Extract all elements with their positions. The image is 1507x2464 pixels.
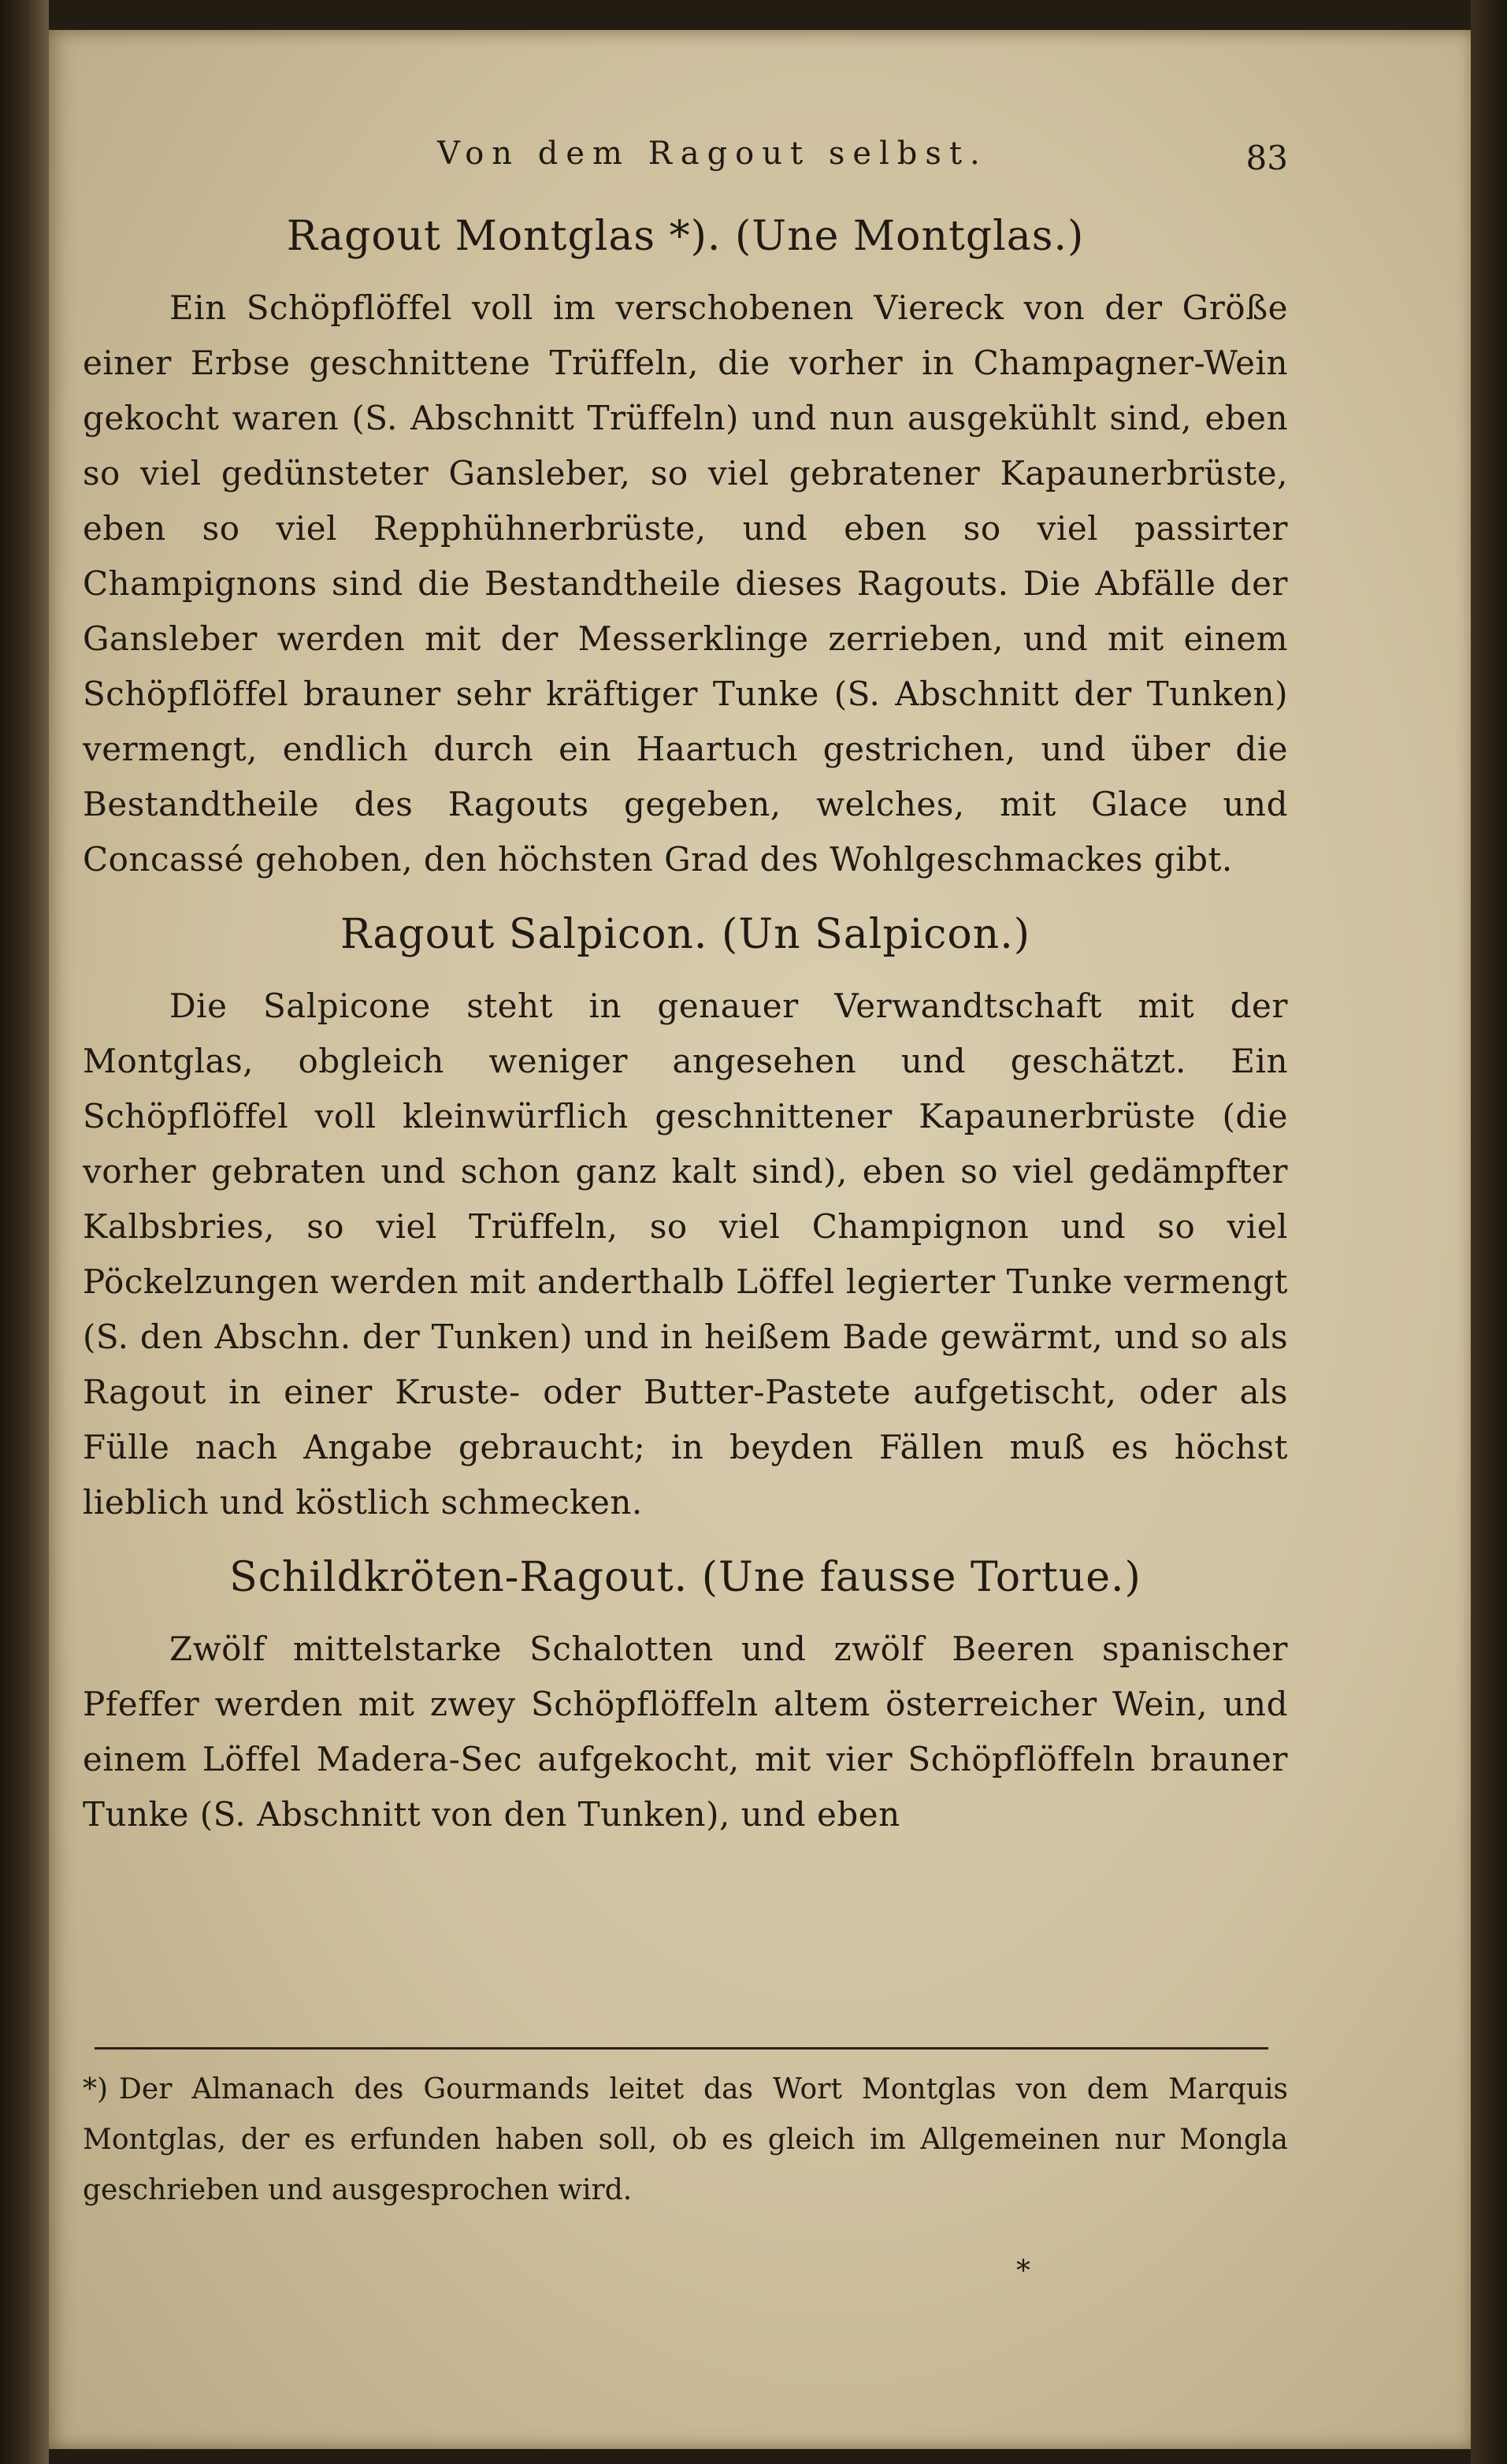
section-title-salpicon: Ragout Salpicon. (Un Salpicon.) (340, 911, 1031, 958)
main-text-column (83, 126, 1288, 1856)
section-body-salpicon: Die Salpicone steht in genauer Verwandtschaft mit der Montglas, obgleich weniger angesehen und geschätzt. Ein Schöpflöffel voll kleinwürflich geschnittener Kapaunerbrüste (die vorher gebraten und schon ganz kalt sind), eben so viel gedämpfter Kalbsbries, so viel Trüffeln, so viel Champignon und so viel Pöckelzungen werden mit anderthalb Löffel legierter Tunke vermengt (S. den Abschn. der Tunken) und in heißem Bade gewärmt, und so als Ragout in einer Kruste- oder Butter-Pastete aufgetischt, oder als Fülle nach Angabe gebraucht; in beyden Fällen muß es höchst lieblich und köstlich schmecken. (83, 987, 1288, 1522)
footnote-text: Der Almanach des Gourmands leitet das Wort Montglas von dem Marquis Montglas, der es erfunden haben soll, ob es gleich im Allgemeinen nur Mongla geschrieben und ausgesprochen wird. (83, 2073, 1288, 2206)
section-title-montglas: Ragout Montglas *). (Une Montglas.) (286, 213, 1085, 260)
section-title-schildkroeten: Schildkröten-Ragout. (Une fausse Tortue.) (229, 1554, 1141, 1601)
section-body-montglas: Ein Schöpflöffel voll im verschobenen Viereck von der Größe einer Erbse geschnittene Trüffeln, die vorher in Champagner-Wein gekocht waren (S. Abschnitt Trüffeln) und nun ausgekühlt sind, eben so viel gedünsteter Gansleber, so viel gebratener Kapaunerbrüste, eben so viel Repphühnerbrüste, und eben so viel passirter Champignons sind die Bestandtheile dieses Ragouts. Die Abfälle der Gansleber werden mit der Messerklinge zerrieben, und mit einem Schöpflöffel brauner sehr kräftiger Tunke (S. Abschnitt der Tunken) vermengt, endlich durch ein Haartuch gestrichen, und über die Bestandtheile des Ragouts gegeben, welches, mit Glace und Concassé gehoben, den höchsten Grad des Wohlgeschmackes gibt. (83, 288, 1288, 879)
footnote (83, 2064, 1288, 2216)
page-edge (1471, 0, 1507, 2464)
signature-mark: * (1016, 2255, 1030, 2287)
section-body-schildkroeten: Zwölf mittelstarke Schalotten und zwölf Beeren spanischer Pfeffer werden mit zwey Schöpflöffeln altem österreicher Wein, und einem Löffel Madera-Sec aufgekocht, mit vier Schöpflöffeln brauner Tunke (S. Abschnitt von den Tunken), und eben (83, 1630, 1288, 1834)
book-gutter (0, 0, 49, 2464)
page-number: 83 (1245, 139, 1288, 177)
running-head-title: Von dem Ragout selbst. (437, 136, 988, 172)
running-head (83, 126, 1288, 189)
footnote-divider (95, 2047, 1268, 2050)
footnote-mark: *) (83, 2073, 109, 2105)
